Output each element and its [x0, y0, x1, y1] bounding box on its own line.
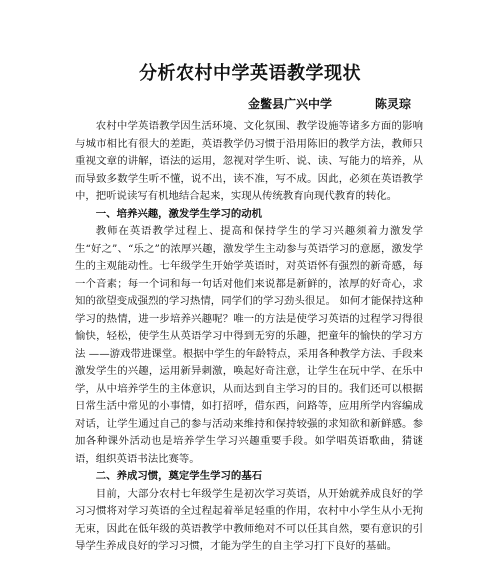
author-name: 陈灵琮: [375, 97, 412, 111]
section-heading: 二、养成习惯，奠定学生学习的基石: [95, 470, 263, 482]
document-body: [75, 118, 423, 556]
document-title: 分析农村中学英语教学现状: [139, 63, 361, 84]
section-paragraph: 目前，大部分农村七年级学生是初次学习英语，从开始就养成良好的学习习惯将对学习英语的全过程起着举足轻重的作用，农村中小学生从小无拘无束，因此在低年级的英语教学中教师绝对不可以任其自然，要有意识的引导学生养成良好的学习习惯，才能为学生的自主学习打下良好的基础。: [75, 487, 423, 552]
section-paragraph: 教师在英语教学过程上、提高和保持学生的学习兴趣须着力激发学生“好之”、“乐之”的浓厚兴趣，激发学生主动参与英语学习的意愿，激发学生的主观能动性。七年级学生开始学英语时，对英语怀有强烈的新奇感，每一个音素；每一个词和每一句话对他们来说都是新鲜的，浓厚的好奇心，求知的欲望变成强烈的学习热情，同学们的学习劲头很足。 如何才能保持这种学习的热情，进一步培养兴趣呢？唯一的方法是使学习英语的过程学习得很愉快，轻松，使学生从英语学习中得到无穷的乐趣，把童年的愉快的学习方法 ——游戏带进课堂。根据中学生的年龄特点，采用各种教学方法、手段来激发学生的兴趣，运用新异刺激，唤起好奇注意，让学生在玩中学、在乐中学，从中培养学生的主体意识，从而达到自主学习的目的。我们还可以根据日常生活中常见的小事情，如打招呼，借东西，问路等，应用所学内容编成对话，让学生通过自己的参与活动来维持和保持较强的求知欲和新鲜感。参加各种课外活动也是培养学生学习兴趣重要手段。如学唱英语歌曲，猜谜语，组织英语书法比赛等。: [75, 225, 423, 465]
byline: [0, 95, 500, 113]
section-heading: 一、培养兴趣，激发学生学习的动机: [95, 207, 263, 220]
intro-paragraph: 农村中学英语教学因生活环境、文化氛围、教学设施等诸多方面的影响与城市相比有很大的差距，英语教学仍习惯于沿用陈旧的教学方法，教师只重视文章的讲解，语法的运用，忽视对学生听、说、读、写能力的培养，从而导致多数学生听不懂，说不出，读不准，写不成。因此，必须在英语教学中，把听说读写有机地结合起来，实现从传统教育向现代教育的转化。: [75, 120, 423, 202]
author-school: 金鳖县广兴中学: [248, 97, 333, 111]
